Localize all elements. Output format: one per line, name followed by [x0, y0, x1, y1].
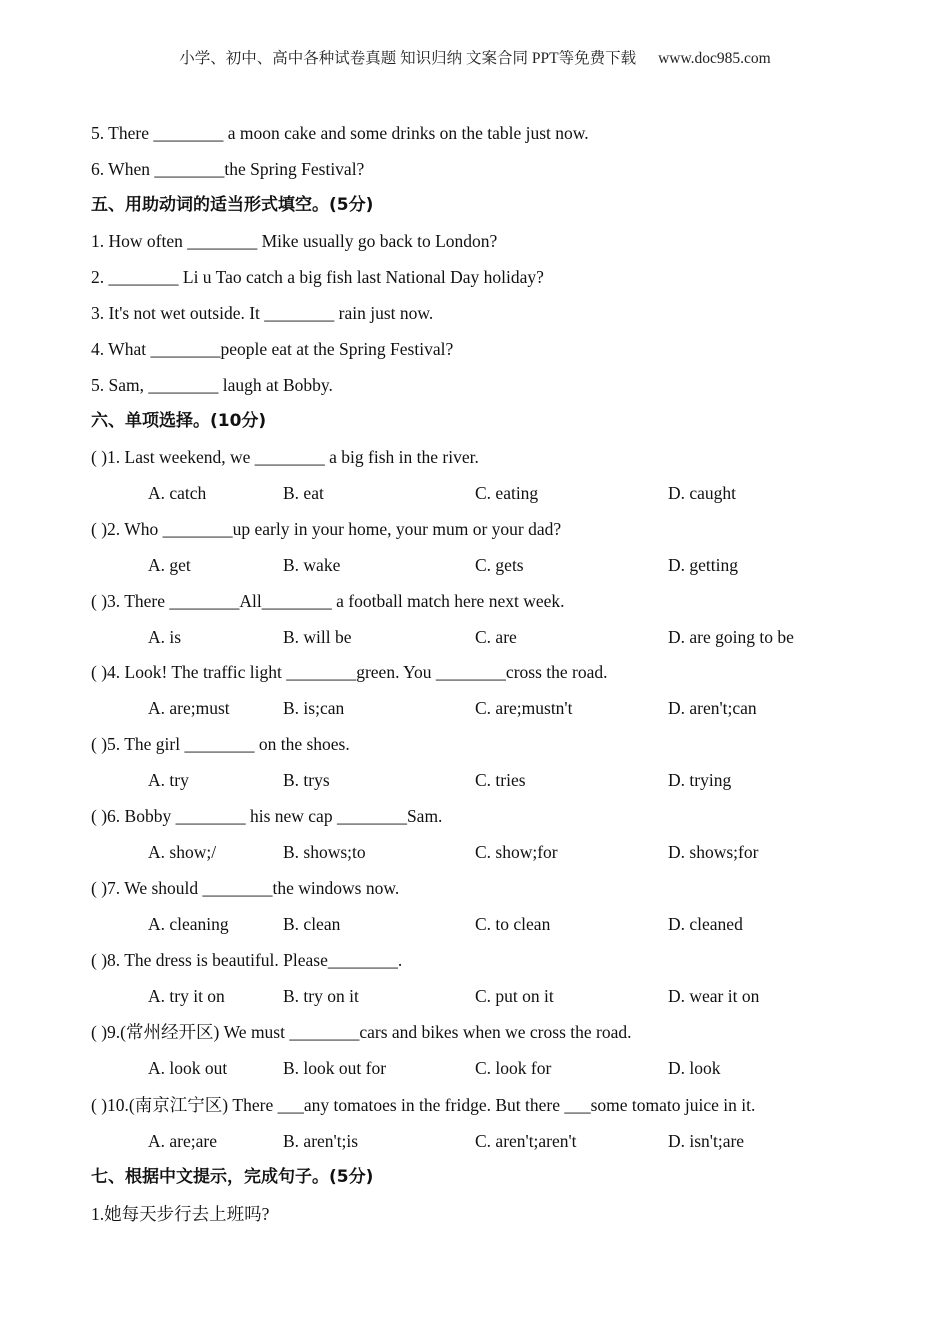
section-title: 五、用助动词的适当形式填空。(5分) [91, 195, 374, 215]
option-c: C. are [475, 627, 517, 647]
option-b: B. is;can [283, 698, 345, 718]
option-a: A. cleaning [148, 914, 229, 934]
option-c: C. gets [475, 555, 524, 575]
question-line: 1.她每天步行去上班吗? [91, 1204, 270, 1224]
option-c: C. put on it [475, 986, 554, 1006]
option-c: C. tries [475, 770, 526, 790]
mc-question: ( )10.(南京江宁区) There ___any tomatoes in the fridge. But there ___some tomato juice in it. [91, 1095, 756, 1115]
option-d: D. caught [668, 483, 737, 503]
option-a: A. try it on [148, 986, 225, 1006]
option-a: A. show;/ [148, 842, 217, 862]
option-b: B. clean [283, 914, 341, 934]
header-url[interactable]: www.doc985.com [658, 50, 771, 67]
option-d: D. aren't;can [668, 698, 757, 718]
option-c: C. show;for [475, 842, 558, 862]
option-b: B. will be [283, 627, 352, 647]
option-a: A. are;must [148, 698, 230, 718]
option-b: B. shows;to [283, 842, 366, 862]
option-b: B. aren't;is [283, 1131, 359, 1151]
option-a: A. are;are [148, 1131, 217, 1151]
mc-question: ( )7. We should ________the windows now. [91, 878, 400, 898]
mc-question: ( )1. Last weekend, we ________ a big fish in the river. [91, 447, 479, 467]
mc-question: ( )3. There ________All________ a football match here next week. [91, 591, 565, 611]
mc-question: ( )2. Who ________up early in your home, your mum or your dad? [91, 519, 562, 539]
option-c: C. look for [475, 1058, 552, 1078]
option-b: B. wake [283, 555, 341, 575]
question-line: 3. It's not wet outside. It ________ rain just now. [91, 303, 434, 323]
option-d: D. cleaned [668, 914, 743, 934]
question-line: 5. There ________ a moon cake and some drinks on the table just now. [91, 123, 589, 143]
option-d: D. isn't;are [668, 1131, 745, 1151]
option-b: B. eat [283, 483, 324, 503]
option-c: C. to clean [475, 914, 551, 934]
option-c: C. aren't;aren't [475, 1131, 577, 1151]
option-a: A. is [148, 627, 182, 647]
option-d: D. are going to be [668, 627, 794, 647]
option-b: B. look out for [283, 1058, 387, 1078]
question-line: 5. Sam, ________ laugh at Bobby. [91, 375, 333, 395]
option-c: C. are;mustn't [475, 698, 573, 718]
header-text: 小学、初中、高中各种试卷真题 知识归纳 文案合同 PPT等免费下载 [179, 50, 637, 67]
question-line: 6. When ________the Spring Festival? [91, 159, 365, 179]
mc-question: ( )9.(常州经开区) We must ________cars and bikes when we cross the road. [91, 1022, 632, 1042]
option-d: D. shows;for [668, 842, 759, 862]
option-b: B. trys [283, 770, 330, 790]
section-title: 七、根据中文提示，完成句子。(5分) [91, 1167, 374, 1187]
option-d: D. look [668, 1058, 721, 1078]
question-line: 4. What ________people eat at the Spring Festival? [91, 339, 454, 359]
mc-question: ( )8. The dress is beautiful. Please________. [91, 950, 403, 970]
option-d: D. trying [668, 770, 732, 790]
option-d: D. getting [668, 555, 738, 575]
question-line: 2. ________ Li u Tao catch a big fish last National Day holiday? [91, 267, 544, 287]
section-title: 六、单项选择。(10分) [91, 411, 267, 431]
option-b: B. try on it [283, 986, 359, 1006]
mc-question: ( )4. Look! The traffic light ________green. You ________cross the road. [91, 662, 608, 682]
mc-question: ( )6. Bobby ________ his new cap ________Sam. [91, 806, 443, 826]
option-c: C. eating [475, 483, 539, 503]
option-a: A. get [148, 555, 191, 575]
page-header [0, 46, 950, 68]
question-line: 1. How often ________ Mike usually go back to London? [91, 231, 498, 251]
option-a: A. look out [148, 1058, 228, 1078]
option-a: A. catch [148, 483, 207, 503]
mc-question: ( )5. The girl ________ on the shoes. [91, 734, 350, 754]
option-a: A. try [148, 770, 189, 790]
option-d: D. wear it on [668, 986, 760, 1006]
